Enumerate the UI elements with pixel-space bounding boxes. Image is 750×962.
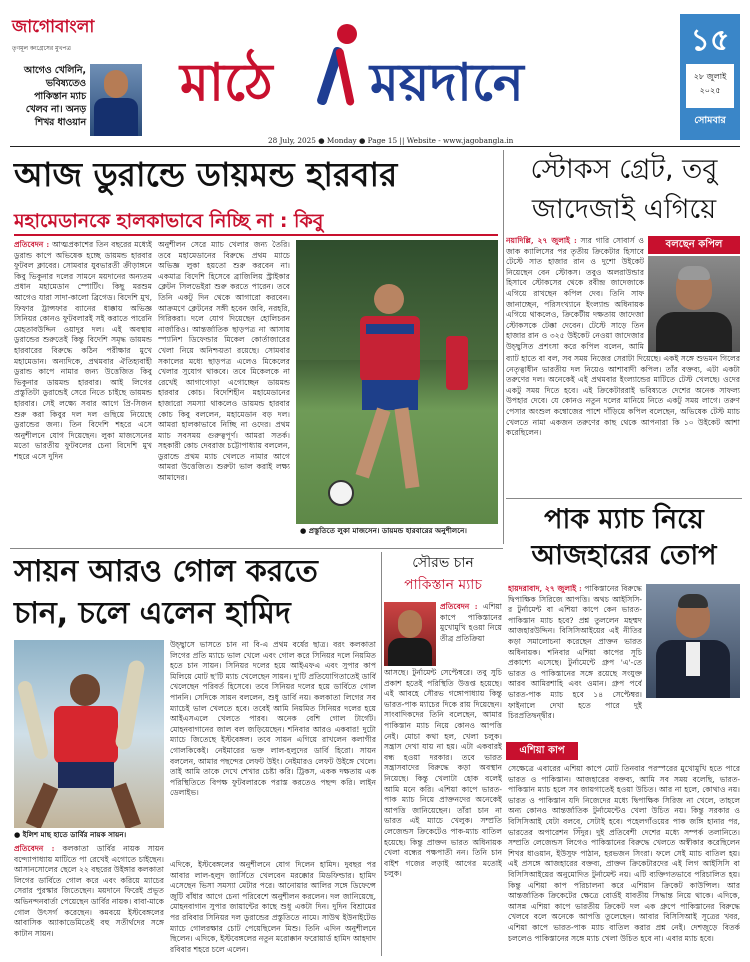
stokes-body-top: নয়াদিল্লি, ২৭ জুলাই : স্যর গারি সোবার্স ও জাক ক্যালিসের পর তৃতীয় ক্রিকেটার হিসাবে টেস্টে সাত হাজার রান ও দুশো উইকেট নিয়েছেন বেন স্টোকস। তবুও অলরাউন্ডার হিসাবে স্টোকসের থেকে রবীন্দ্র জাদেজাকে এগিয়ে রাখছেন কপিল দেব। তিনি সাফ জানাচ্ছেন, পরিসংখ্যানে ইংল্যান্ড অধিনায়ক এগিয়ে থাকলেও, ক্রিকেটীয় দক্ষতায় জাদেজা স্টোকসকে টেক্কা দেবেন। টেস্টে সাড়ে তিন হাজার রান ও ৩২৫ উইকেট নেওয়া জাদেজার উচ্ছ্বসিত প্রশংসা করে কপিল বলেন, আমি bbox=[506, 236, 644, 351]
azhar-headline-line1: পাক ম্যাচ নিয়ে bbox=[544, 504, 704, 535]
page-number: ১৫ bbox=[690, 23, 730, 58]
sayan-photo-caption: ● ইলিশ মাছ হাতে ডার্বির নায়ক সায়ন। bbox=[14, 830, 164, 842]
sourav-photo bbox=[384, 602, 436, 666]
durand-col2: অনুশীলন সেরে ম্যাচ খেলার জন্য তৈরি। তবে মহামেডানের বিরুদ্ধে প্রথম ম্যাচে অভিজ্ঞ লুকা হয়তো শুরু করবেন না। একমাত্র বিদেশি হিসেবে ব্রাজিলিয় স্ট্রাইকার ক্লেটন সিলভেইরা শুরু করতে পারেন। তবে তিনি একটু দিন থেকে আগারো করবেন। আক্রমণে ক্লেটনের সঙ্গী হবেন জবি, নরহরি, গিরিকরা। দলে যোগ দিয়েছেন হোলিচরন নার্জারিও। আন্তর্জাতিক ছাড়পত্র না আসায় স্প্যানিশ ডিফেন্ডার মিকেল কোর্তাজারের খেলা নিয়ে অনিশ্চয়তা রয়েছে। সোমবার সকালের মধ্যে ছাড়পত্র এলেও মিকেলের খেলার সুযোগ থাকবে। তবে মিকেলকে না রেখেই আগাগোড়া এগোচ্ছেন ডায়মন্ড হারবার কোচ। বিদেশিহীন মহামেডানের হাজারো সমস্যা থাকলেও ডায়মন্ড হারবার কোচ কিবু বললেন, মহামেডান বড় দল। আমরা হালকাভাবে নিচ্ছি না ওদের। প্রথম ম্যাচ সবসময় গুরুত্বপূর্ণ। আমরা সতর্ক। সহকারী কোচ দেবরাজ চট্টোপাধ্যায় বললেন, ডুরান্ডে প্রথম ম্যাচ খেলতে নামার আগে আমরা উত্তেজিত। শুরুটা ভাল করাই লক্ষ্য আমাদের। bbox=[158, 240, 290, 483]
masthead bbox=[0, 0, 750, 148]
pakistan-body: আসছে। টুর্নামেন্ট সেপ্টেম্বরে। তবু সুচি প্রকাশ হতেই পরিস্থিতি উত্তপ্ত হয়েছে। এই আবহে সৌরভ গঙ্গোপাধ্যায় কিন্তু ভারত-পাক ম্যাচের দিকে রায় দিয়েছেন। সাংবাদিকদের তিনি বলেছেন, আমার পাকিস্তান ম্যাচ নিয়ে কোনও আপত্তি নেই। মোচা কথা হল, খেলা চলুক। সন্ত্রাস দেখা যায় না হয়। এটা একবারই বন্ধ হওয়া দরকার। তবে ভারত সন্ত্রাসবাদের বিরুদ্ধে কড়া অবস্থান নিয়েছে। কিন্তু খেলাটা হোক বলেই আমি মনে করি। এশিয়া কাপে ভারত-পাক ম্যাচ নিয়ে প্রাক্তনদের অনেকেই আপত্তি জানিয়েছেন। তাঁরা চান না ভারত এই ম্যাচে খেলুক। সম্প্রতি লেজেন্ডস ক্রিকেটেও পাক-ম্যাচ বাতিল হয়েছে। কিন্তু প্রাক্তন ভারত অধিনায়ক খেলা বন্ধের পক্ষপাতী নন। তিনি চান বাইশ গজের লড়াই আগের মতোই চলুক। bbox=[384, 668, 502, 879]
meta-line: 28 July, 2025 ● Monday ● Page 15 || Website - www.jagobangla.in bbox=[268, 136, 514, 145]
hamid-headline-line1: সায়ন আরও গোল করতে bbox=[14, 554, 318, 589]
hamid-col2: উচ্ছ্বাসে ভাসতে চান না বি-এ প্রথম বর্ষের ছাত্র। বরং কলকাতা লিগের প্রতি ম্যাচে ভাল খেলে এবং গোল করে সিনিয়র দলে নিয়মিত হতে চান সায়ন। সিনিয়র দলের হয়ে আইএফএ এবং সুপার কাপ মিলিয়ে মোট ছ'টি ম্যাচ খেলেছেন সায়ন। দু'টি প্রতিযোগিতাতেই ডার্বি খেলেছেন পরিবর্ত হিসেবে। তবে সিনিয়র দলের হয়ে ডার্বিতে গোল পাননি। সেদিকে সায়ন বললেন, শুধু ডার্বি নয়। কলকাতা লিগের সব ম্যাচেই ভাল খেলতে হবে। তবেই আমি নিয়মিত সিনিয়র দলের হয়ে আইএসএলে খেলতে পারব। অনেক বেশি গোল টার্গেট। মোহনবাগানের জাল বল জড়িয়েছেন। শনিবার আরও একবার! দুটো ম্যাচে জিতেছে ইস্টবেঙ্গল। তবে সায়ন এগিয়ে রাখলেন কলাগীর গোলকিকেই। নেইমারের ভক্ত লাল-হলুদের ডার্বি হিরো। সায়ন বললেন, আমার পছন্দের লেফট উইং। নেইমারও লেফট উইঙ্গে খেলে। তাই আমি তাকে দেখে শেখার চেষ্টা করি। ট্রিকস, একক দক্ষতায় এক পরিস্থিতিতে বিপক্ষ ফুটবলারকে পরাস্ত করতেও পছন্দ করি। লাইন ডেলাইভ। bbox=[170, 640, 376, 798]
azhar-headline-line2: আজহারের তোপ bbox=[531, 540, 717, 571]
date-box bbox=[680, 14, 740, 140]
publisher-tagline: তৃণমূল কংগ্রেসের মুখপত্র bbox=[12, 45, 71, 52]
pakistan-headline-line2: পাকিস্তান ম্যাচ bbox=[404, 577, 482, 593]
stokes-body-bottom bbox=[506, 354, 740, 492]
stokes-headline-line1: স্টোকস গ্রেট, তবু bbox=[530, 154, 718, 185]
azhar-tag: এশিয়া কাপ bbox=[506, 742, 578, 760]
weekday-label: সোমবার bbox=[694, 115, 726, 126]
story-hamid[interactable] bbox=[0, 550, 380, 960]
durand-photo-caption: ● প্রস্তুতিতে লুকা মাজসেন। ডায়মন্ড হারবারের অনুশীলনে। bbox=[300, 526, 498, 538]
story-pakistan[interactable] bbox=[384, 550, 502, 960]
durand-subhead: মহামেডানকে হালকাভাবে নিচ্ছি না : কিবু bbox=[14, 206, 498, 236]
publisher-logo-text: জাগোবাংলা bbox=[12, 17, 95, 37]
pakistan-headline-line1: সৌরভ চান bbox=[412, 555, 474, 571]
stokes-quote-tag: বলছেন কপিল bbox=[648, 236, 740, 254]
publisher-logo bbox=[12, 14, 116, 54]
teaser-box[interactable] bbox=[12, 64, 142, 138]
stokes-body-continuation: ব্যাট হাতে বা বল, সব সময় নিজের সেরাটা দিয়েছে। একই সঙ্গে শুভমন গিলের নেতৃত্বাধীন ভারতীয় দল নিয়েও আশাবাদী কপিল। তাঁর বক্তব্য, এটা একটা তরুণের দল। অনেকেই এই প্রথমবার ইংল্যান্ডের মাটিতে টেস্ট খেলছে। ওদের একটু সময় দিতে হবে। এই ক্রিকেটাররাই ভবিষ্যতে দেশের অনেক সাফল্য উপহার দেবে। যে কোনও নতুন দলের মানিয়ে নিতে একটু সময় লাগে। তরুণ পেসার অংশুল কম্বোজের পাশে দাঁড়িয়ে কপিল বলেছেন, অভিষেক টেস্ট ম্যাচ খেলতে নামা একজন তরুণের কাছ থেকে আপনারা কি ১০ উইকেট আশা করেছিলেন। bbox=[506, 354, 740, 438]
story-durand[interactable] bbox=[0, 148, 500, 546]
stokes-headline-line2: জাদেজাই এগিয়ে bbox=[531, 194, 717, 225]
kapil-dev-photo bbox=[648, 256, 740, 352]
hamid-headline-line2: চান, চলে এলেন হামিদ bbox=[14, 596, 291, 631]
azhar-body1: হায়দরাবাদ, ২৭ জুলাই : পাকিস্তানের বিরুদ্ধে দ্বিপাক্ষিক সিরিজে আপত্তি। অথচ আইসিসি-র টুর্নামেন্ট বা এশিয়া কাপে কেন ভারত-পাকিস্তান ম্যাচ হবে? প্রশ্ন তুললেন মহম্মদ আজহারউদ্দিন। বিসিসিআইয়ের এই নীতির কড়া সমালোচনা করেছেন প্রাক্তন ভারত অধিনায়ক। শনিবার এশিয়া কাপের সূচি প্রকাশ্যে এসেছে। টুর্নামেন্টে গ্রুপ 'এ'-তে ভারত ও পাকিস্তানের সঙ্গে রয়েছে সংযুক্ত আরব আমিরশাহি এবং ওমান। গ্রুপ পর্বে ভারত-পাক ম্যাচ হবে ১৪ সেপ্টেম্বর। ফাইনালে দেখা হতে পারে দুই চিরপ্রতিদ্বন্দ্বীর। bbox=[508, 584, 642, 721]
date-label: ২৮ জুলাই bbox=[693, 72, 727, 81]
title-part1: মাঠে bbox=[180, 53, 273, 113]
page-title bbox=[180, 50, 680, 122]
story-stokes[interactable] bbox=[506, 148, 742, 498]
dhawan-photo bbox=[90, 64, 142, 136]
durand-col1: প্রতিবেদন : আত্মপ্রকাশের তিন বছরের মধ্যেই ডুরান্ড কাপে অভিষেক হচ্ছে ডায়মন্ড হারবার ফুটবল ক্লাবের। সোমবার যুবভারতী ক্রীড়াঙ্গনে কিবু ভিকুনার দলের সামনে ময়দানের অন্যতম প্রধান মহামেডান স্পোর্টিং। কিছু মরশুম আগেও যারা সাদা-কালো ব্রিগেড। বিদেশি মুখ, ফিফার ট্রান্সফার ব্যানের ধাক্কায় অভিজ্ঞ সিনিয়র কোনও ফুটবলারই সই করাতে পারেনি মেহতাবউদ্দিন ওয়াদুর দল। এই অবস্থায় ডুরান্ডের শুরুতেই কিন্তু বিদেশি সমৃদ্ধ ডায়মন্ড হারবারের বিরুদ্ধে কঠিন পরীক্ষার মুখে মহামেডান। অন্যদিকে, প্রথমবার ঐতিহ্যবাহী ডুরান্ড কাপে নামার জন্য উত্তেজিত কিবু ভিকুনার ডায়মন্ড হারবার। আই লিগের প্রস্তুতিটা ডুরান্ডেই সেরে নিতে চাইছে ডায়মন্ড হারবার। সেই লক্ষ্যে সবার আগে প্রি-সিজন শুরু করা কিবুর দল দল গুছিয়ে নিয়েছে ডুরান্ডের জন্য। তিন বিদেশি শহরে এসে অনুশীলনে যোগ দিয়েছেন। লুকা মাজসেনের মতো ভারতীয় ফুটবলের চেনা বিদেশি মুখ শহরে এসে দুদিন bbox=[14, 240, 152, 461]
azharuddin-photo bbox=[646, 584, 740, 698]
durand-headline: আজ ডুরান্ডে ডায়মন্ড হারবার bbox=[14, 155, 398, 194]
football-player-icon bbox=[315, 24, 375, 114]
luka-majcen-photo bbox=[296, 240, 498, 524]
azhar-body2: সেক্ষেত্রে এবারের এশিয়া কাপে মোট তিনবার পরস্পরের মুখোমুখি হতে পারে ভারত ও পাকিস্তান। আজহারের বক্তব্য, আমি সব সময় বলেছি, ভারত-পাকিস্তান ম্যাচ হলে সব জায়গাতেই হওয়া উচিত। আর না হলে, কোথাও নয়। ভারত ও পাকিস্তান যদি নিজেদের মধ্যে দ্বিপাক্ষিক সিরিজ না খেলে, তাহলে অন্য কোনও আন্তর্জাতিক টুর্নামেন্টেও খেলা উচিত নয়। কিন্তু সরকার ও বিসিসিআই যেটা বলবে, সেটাই হবে। পহেলগাঁওয়ের পাক জঙ্গি হানার পর, ভারতের অপারেশন সিঁদুর। দুই প্রতিবেশী দেশের মধ্যে সম্পর্ক তলানিতে। সম্প্রতি লেজেন্ডস লিগেও পাকিস্তানের বিরুদ্ধে খেলতে অস্বীকার করেছিলেন শিখর ধাওয়ান, ইউসুফ পাঠান, হরভজন সিংরা। ফলে সেই ম্যাচ বাতিল হয়। এই প্রসঙ্গে আজহারের বক্তব্য, প্রাক্তন ক্রিকেটারদের এই লিগ আইসিসি বা বিসিসিআইয়ের অনুমোদিত টুর্নামেন্ট নয়। এটি ব্যক্তিগতভাবে পরিচালিত হয়। কিন্তু এশিয়া কাপ পরিচালনা করে এশিয়ান ক্রিকেট কাউন্সিল। আর আন্তর্জাতিক ক্রিকেটের ক্ষেত্রে বোর্ডই যাবতীয় সিদ্ধান্ত নিয়ে থাকে। এদিকে, আসন্ন এশিয়া কাপে ভারতীয় ক্রিকেট দল এক গ্রুপে পাকিস্তানের বিরুদ্ধে খেলবে বলে অনেকে আপত্তি তুলেছেন। আবার বিসিসিআই সূত্রের খবর, এশিয়া কাপে ভারত-পাক ম্যাচ বাতিল করার প্রশ্ন নেই। দেশজুড়ে বিতর্ক চললেও পাকিস্তানের সঙ্গে ম্যাচ খেলা উচিত হবে না। এবার ম্যাচ হবে। bbox=[508, 764, 740, 943]
sayan-photo bbox=[14, 640, 164, 828]
title-part2: ময়দানে bbox=[370, 53, 524, 113]
hamid-col3: এদিকে, ইস্টবেঙ্গলের অনুশীলনে যোগ দিলেন হামিদ। দুবছর পর আবার লাল-হলুদ জার্সিতে খেলবেন মরক্কোর মিডফিল্ডার। হামিদ এসেছেন ভিসা সমস্যা মেটার পরে। আনোয়ার আলির সঙ্গে ডিফেন্সে জুটি বাঁধার আগে চেনা পরিবেশে অনুশীলন করলেন। দল জানিয়েছে, মোহনবাগান সুপার জায়ান্টের কাছে শুধু একটা দিন। দুদিন বিশ্রামের পর রবিবার সিনিয়র দল ডুরান্ডের প্রস্তুতিতে নামে। সাউথ ইউনাইটেড ম্যাচে গোলরক্ষার চোট পেয়েছিলেন মিশু। তিনি এদিন অনুশীলনে ছিলেন। এদিকে, ইস্টবেঙ্গলের নতুন মরোক্কান ফরোয়ার্ড হামিদ আহদাদ রবিবার শহরে চলে এলেন। bbox=[170, 860, 376, 954]
year-label: ২০২৫ bbox=[699, 86, 721, 95]
teaser-text: আগেও খেলিনি, ভবিষ্যতেও পাকিস্তান ম্যাচ খেলব না। অনড় শিখর ধাওয়ান bbox=[24, 65, 86, 128]
hamid-col1: প্রতিবেদন : কলকাতা ডার্বির নায়ক সায়ন বন্দ্যোপাধ্যায় মাটিতে পা রেখেই এগোতে চাইছেন। আসানসোলের ছেলে ২২ বছরের উইঙ্গার কলকাতা লিগের ডার্বিতে গোল করে এবং করিয়ে ম্যাচের সেরার পুরস্কার জিতেছেন। ময়দানে ফিরেই প্রভূত অভিনন্দনবার্তা পেয়েছেন ডার্বির নায়ক। বাবা-মাকে গোল উৎসর্গ করেছেন। কমবয়ে ইস্টবেঙ্গলের আবাসিক অ্যাকাডেমিতেই বহু সতীর্থদের সঙ্গে কাটান সায়ন। bbox=[14, 844, 164, 938]
pakistan-intro: প্রতিবেদন : এশিয়া কাপে পাকিস্তানের মুখোমুখি হওয়া নিয়ে তীব্র প্রতিক্রিয়া bbox=[440, 602, 502, 643]
